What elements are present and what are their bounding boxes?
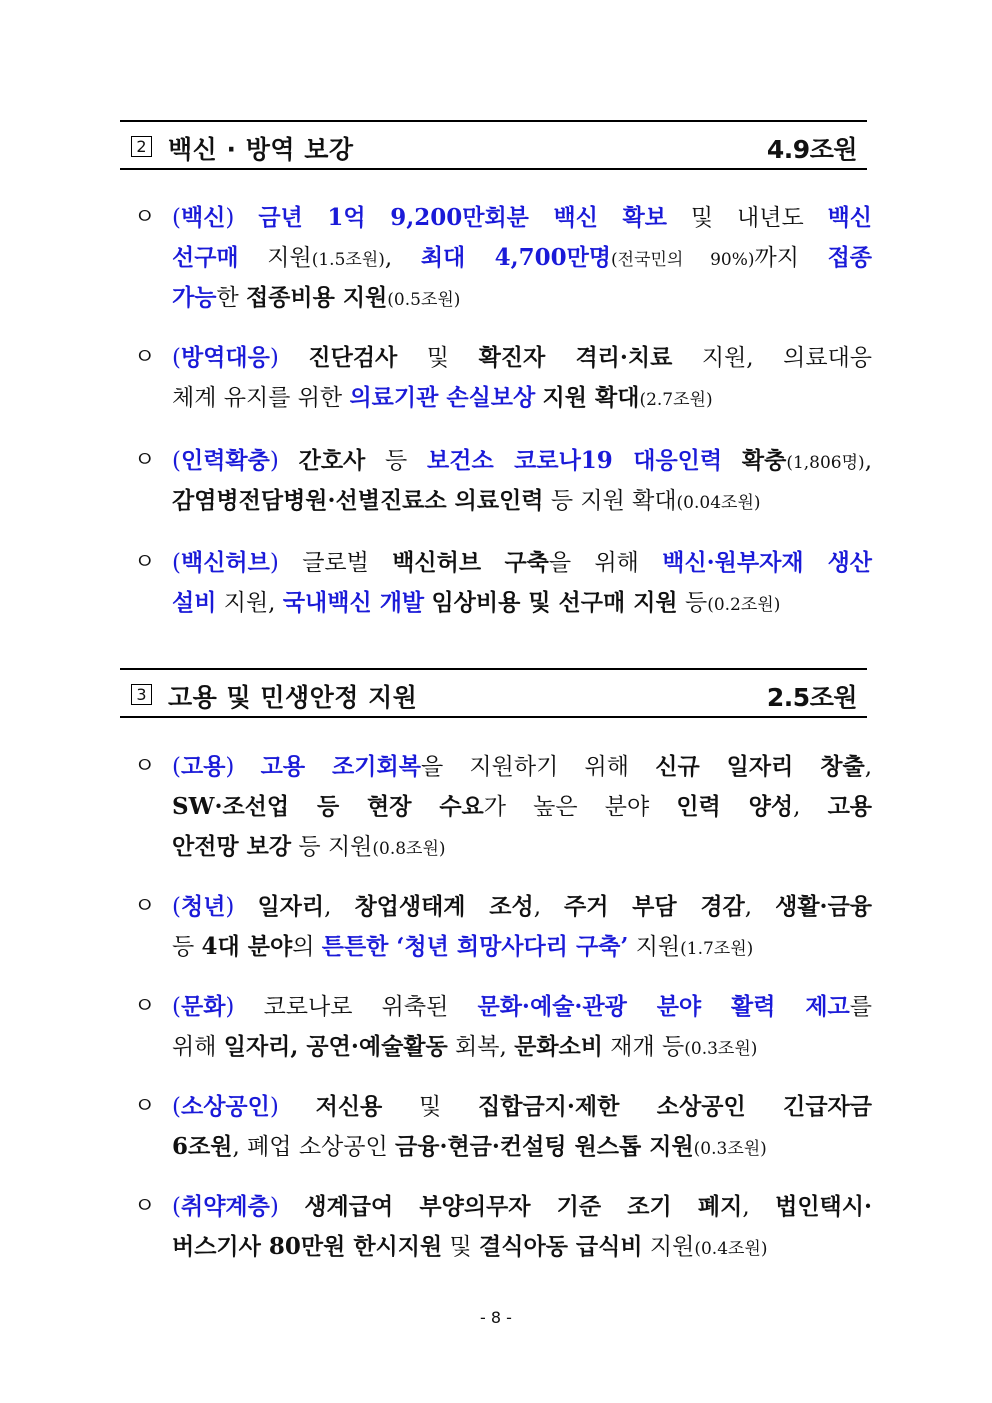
text-run: 을 위해 bbox=[548, 550, 663, 576]
section-title: 고용 및 민생안정 지원 bbox=[168, 683, 418, 712]
bullet-marker: ㅇ bbox=[134, 1194, 156, 1219]
text-run: 지원, 의료대응 bbox=[672, 345, 873, 371]
text-run: 백신허브 bbox=[180, 549, 270, 576]
text-run: 재개 등 bbox=[602, 1034, 685, 1060]
amount-note: (전국민의 90%) bbox=[611, 250, 755, 270]
text-run: ) bbox=[269, 448, 279, 474]
text-run: 소상공인 bbox=[180, 1093, 270, 1120]
bullet-marker: ㅇ bbox=[134, 754, 156, 779]
text-run: 생활·금융 bbox=[775, 893, 873, 920]
text-run: 및 bbox=[382, 1094, 479, 1120]
amount-note: (1.5조원) bbox=[311, 250, 385, 270]
text-run: 고용 bbox=[180, 753, 226, 780]
text-run: 백신 bbox=[180, 204, 226, 231]
amount-note: (0.3조원) bbox=[684, 1039, 758, 1059]
bullet-line bbox=[134, 378, 874, 418]
text-run bbox=[279, 1094, 316, 1120]
text-run: 의료기관 손실보상 bbox=[349, 384, 536, 411]
section-title: 백신 · 방역 보강 bbox=[168, 135, 354, 164]
text-run bbox=[279, 1194, 304, 1220]
text-run: 확충 bbox=[741, 447, 787, 474]
bullet-marker: ㅇ bbox=[134, 448, 156, 473]
bullet-item bbox=[134, 1087, 874, 1167]
bullet-line bbox=[134, 747, 874, 787]
text-run: 을 지원하기 위해 bbox=[420, 754, 656, 780]
bullet-item bbox=[134, 441, 874, 521]
bullet-line bbox=[134, 481, 874, 521]
bullet-item bbox=[134, 543, 874, 623]
section-number: 3 bbox=[131, 684, 152, 705]
text-run: 등 bbox=[677, 590, 708, 616]
text-run: 백신·원부자재 생산 bbox=[662, 549, 873, 576]
text-run: 최대 4,700만명 bbox=[420, 244, 612, 271]
text-run: 문화 bbox=[180, 993, 226, 1020]
bullet-marker: ㅇ bbox=[134, 550, 156, 575]
section-header-2 bbox=[120, 120, 867, 170]
text-run bbox=[535, 385, 542, 411]
section-amount: 4.9조원 bbox=[766, 135, 857, 164]
text-run: 4대 분야 bbox=[201, 933, 293, 960]
text-run bbox=[234, 894, 257, 920]
text-run: 방역대응 bbox=[180, 344, 270, 371]
text-run: 백신허브 bbox=[392, 549, 482, 576]
bullet-marker: ㅇ bbox=[134, 205, 156, 230]
text-run: 등 지원 확대 bbox=[543, 488, 677, 514]
section-number: 2 bbox=[131, 136, 152, 157]
text-run: 취약계층 bbox=[180, 1193, 270, 1220]
text-run: 보건소 코로나19 대응인력 bbox=[427, 447, 723, 474]
amount-note: (0.3조원) bbox=[693, 1139, 767, 1159]
text-run: 안전망 보강 bbox=[172, 833, 292, 860]
text-run: ) bbox=[269, 550, 279, 576]
text-run: 인력 양성 bbox=[676, 793, 794, 820]
text-run: 및 내년도 bbox=[666, 205, 828, 231]
bullet-marker: ㅇ bbox=[134, 894, 156, 919]
text-run: , bbox=[744, 894, 776, 920]
amount-note: (2.7조원) bbox=[639, 390, 713, 410]
text-run: 지원 bbox=[238, 245, 312, 271]
bullet-line bbox=[134, 198, 874, 238]
text-run: 일자리 bbox=[257, 893, 325, 920]
text-run: 법인택시· bbox=[775, 1193, 872, 1220]
text-run: 선구매 bbox=[172, 244, 239, 271]
amount-note: (0.5조원) bbox=[387, 290, 461, 310]
text-run bbox=[722, 448, 742, 474]
text-run: 가 높은 분야 bbox=[483, 794, 677, 820]
bullet-item bbox=[134, 198, 874, 318]
text-run: , bbox=[864, 448, 872, 474]
text-run: 확진자 격리·치료 bbox=[478, 344, 673, 371]
text-run: 회복, bbox=[447, 1034, 515, 1060]
bullet-line bbox=[134, 1127, 874, 1167]
text-run: ( bbox=[172, 448, 181, 474]
text-run: , 폐업 소상공인 bbox=[232, 1134, 396, 1160]
text-run bbox=[234, 205, 258, 231]
page-number: - 8 - bbox=[480, 1308, 512, 1327]
bullet-marker: ㅇ bbox=[134, 1094, 156, 1119]
text-run: 접종 bbox=[827, 244, 872, 271]
text-run: ) bbox=[225, 894, 235, 920]
text-run: 저신용 bbox=[315, 1093, 383, 1120]
text-run: 튼튼한 ‘청년 희망사다리 구축’ bbox=[321, 933, 629, 960]
text-run: , bbox=[742, 1194, 776, 1220]
text-run: ( bbox=[172, 550, 181, 576]
text-run: 지원 bbox=[628, 934, 681, 960]
bullet-line bbox=[134, 787, 874, 827]
text-run bbox=[279, 345, 309, 371]
text-run: 진단검사 bbox=[308, 344, 398, 371]
text-run: ( bbox=[172, 1094, 181, 1120]
text-run: 버스기사 80만원 한시지원 bbox=[172, 1233, 443, 1260]
text-run bbox=[279, 448, 299, 474]
text-run: 를 bbox=[849, 994, 872, 1020]
text-run: 까지 bbox=[754, 245, 828, 271]
bullet-item bbox=[134, 747, 874, 867]
text-run: ( bbox=[172, 345, 181, 371]
bullet-line bbox=[134, 1227, 874, 1267]
amount-note: (1,806명) bbox=[786, 453, 865, 473]
text-run: 임상비용 및 선구매 지원 bbox=[431, 589, 678, 616]
text-run: ) bbox=[269, 1194, 279, 1220]
text-run: 감염병전담병원·선별진료소 의료인력 bbox=[172, 487, 544, 514]
amount-note: (1.7조원) bbox=[680, 939, 754, 959]
text-run: 고용 조기회복 bbox=[260, 753, 421, 780]
bullet-marker: ㅇ bbox=[134, 345, 156, 370]
amount-note: (0.4조원) bbox=[694, 1239, 768, 1259]
text-run: 문화·예술·관광 분야 활력 제고 bbox=[477, 993, 850, 1020]
text-run: 신규 일자리 창출 bbox=[655, 753, 865, 780]
text-run: ( bbox=[172, 894, 181, 920]
text-run: ) bbox=[225, 994, 235, 1020]
text-run: 등 bbox=[365, 448, 428, 474]
text-run: 코로나로 위축된 bbox=[234, 994, 478, 1020]
section-header-3 bbox=[120, 668, 867, 718]
text-run: , bbox=[324, 894, 355, 920]
section-amount: 2.5조원 bbox=[766, 683, 857, 712]
text-run bbox=[234, 754, 260, 780]
text-run: 글로벌 bbox=[278, 550, 393, 576]
text-run: 생계급여 부양의무자 기준 조기 폐지 bbox=[304, 1193, 743, 1220]
text-run: 체계 유지를 위한 bbox=[172, 385, 350, 411]
text-run: SW·조선업 등 현장 수요 bbox=[172, 793, 484, 820]
text-run: 등 bbox=[172, 934, 202, 960]
text-run: 지원 bbox=[642, 1234, 695, 1260]
text-run: 결식아동 급식비 bbox=[479, 1233, 643, 1260]
text-run: 위해 bbox=[172, 1034, 224, 1060]
bullet-item bbox=[134, 987, 874, 1067]
text-run: ( bbox=[172, 994, 181, 1020]
text-run: 간호사 bbox=[298, 447, 366, 474]
text-run bbox=[481, 550, 504, 576]
text-run: ) bbox=[225, 754, 235, 780]
text-run: , bbox=[864, 754, 872, 780]
text-run: 금융·현금·컨설팅 원스톱 지원 bbox=[395, 1133, 694, 1160]
bullet-line bbox=[134, 1087, 874, 1127]
text-run: , bbox=[384, 245, 421, 271]
text-run: 접종비용 지원 bbox=[245, 284, 388, 311]
text-run: 백신 bbox=[827, 204, 873, 231]
bullet-line bbox=[134, 1187, 874, 1227]
text-run: 가능 bbox=[172, 284, 217, 311]
bullet-line bbox=[134, 338, 874, 378]
text-run: ) bbox=[269, 1094, 279, 1120]
text-run: ( bbox=[172, 1194, 181, 1220]
text-run: 및 bbox=[397, 345, 479, 371]
text-run: 주거 부담 경감 bbox=[564, 893, 745, 920]
text-run: 구축 bbox=[504, 549, 549, 576]
text-run: ( bbox=[172, 205, 181, 231]
bullet-line bbox=[134, 887, 874, 927]
text-run: 국내백신 개발 bbox=[282, 589, 425, 616]
text-run: 지원, bbox=[216, 590, 283, 616]
text-run: ) bbox=[269, 345, 279, 371]
bullet-line bbox=[134, 441, 874, 481]
bullet-line bbox=[134, 238, 874, 278]
text-run: 청년 bbox=[180, 893, 226, 920]
text-run: 한 bbox=[216, 285, 246, 311]
bullet-marker: ㅇ bbox=[134, 994, 156, 1019]
text-run: 집합금지·제한 소상공인 긴급자금 bbox=[478, 1093, 872, 1120]
text-run: 지원 확대 bbox=[542, 384, 640, 411]
text-run: 6조원 bbox=[172, 1133, 233, 1160]
bullet-line bbox=[134, 827, 874, 867]
text-run: 문화소비 bbox=[514, 1033, 603, 1060]
text-run: 금년 1억 9,200만회분 백신 확보 bbox=[258, 204, 667, 231]
bullet-item bbox=[134, 887, 874, 967]
bullet-item bbox=[134, 1187, 874, 1267]
text-run: 인력확충 bbox=[180, 447, 270, 474]
text-run: 등 지원 bbox=[291, 834, 373, 860]
bullet-line bbox=[134, 927, 874, 967]
text-run: , bbox=[533, 894, 565, 920]
text-run: 고용 bbox=[827, 793, 872, 820]
text-run: 및 bbox=[442, 1234, 480, 1260]
text-run: , bbox=[793, 794, 828, 820]
text-run: ( bbox=[172, 754, 181, 780]
bullet-line bbox=[134, 1027, 874, 1067]
bullet-line bbox=[134, 543, 874, 583]
amount-note: (0.8조원) bbox=[372, 839, 446, 859]
bullet-line bbox=[134, 583, 874, 623]
bullet-line bbox=[134, 987, 874, 1027]
text-run: 창업생태계 조성 bbox=[354, 893, 534, 920]
amount-note: (0.2조원) bbox=[707, 595, 781, 615]
bullet-line bbox=[134, 278, 874, 318]
text-run: ) bbox=[225, 205, 235, 231]
text-run: 의 bbox=[292, 934, 322, 960]
text-run: 일자리, 공연·예술활동 bbox=[223, 1033, 448, 1060]
text-run: 설비 bbox=[172, 589, 217, 616]
bullet-item bbox=[134, 338, 874, 418]
amount-note: (0.04조원) bbox=[676, 493, 761, 513]
